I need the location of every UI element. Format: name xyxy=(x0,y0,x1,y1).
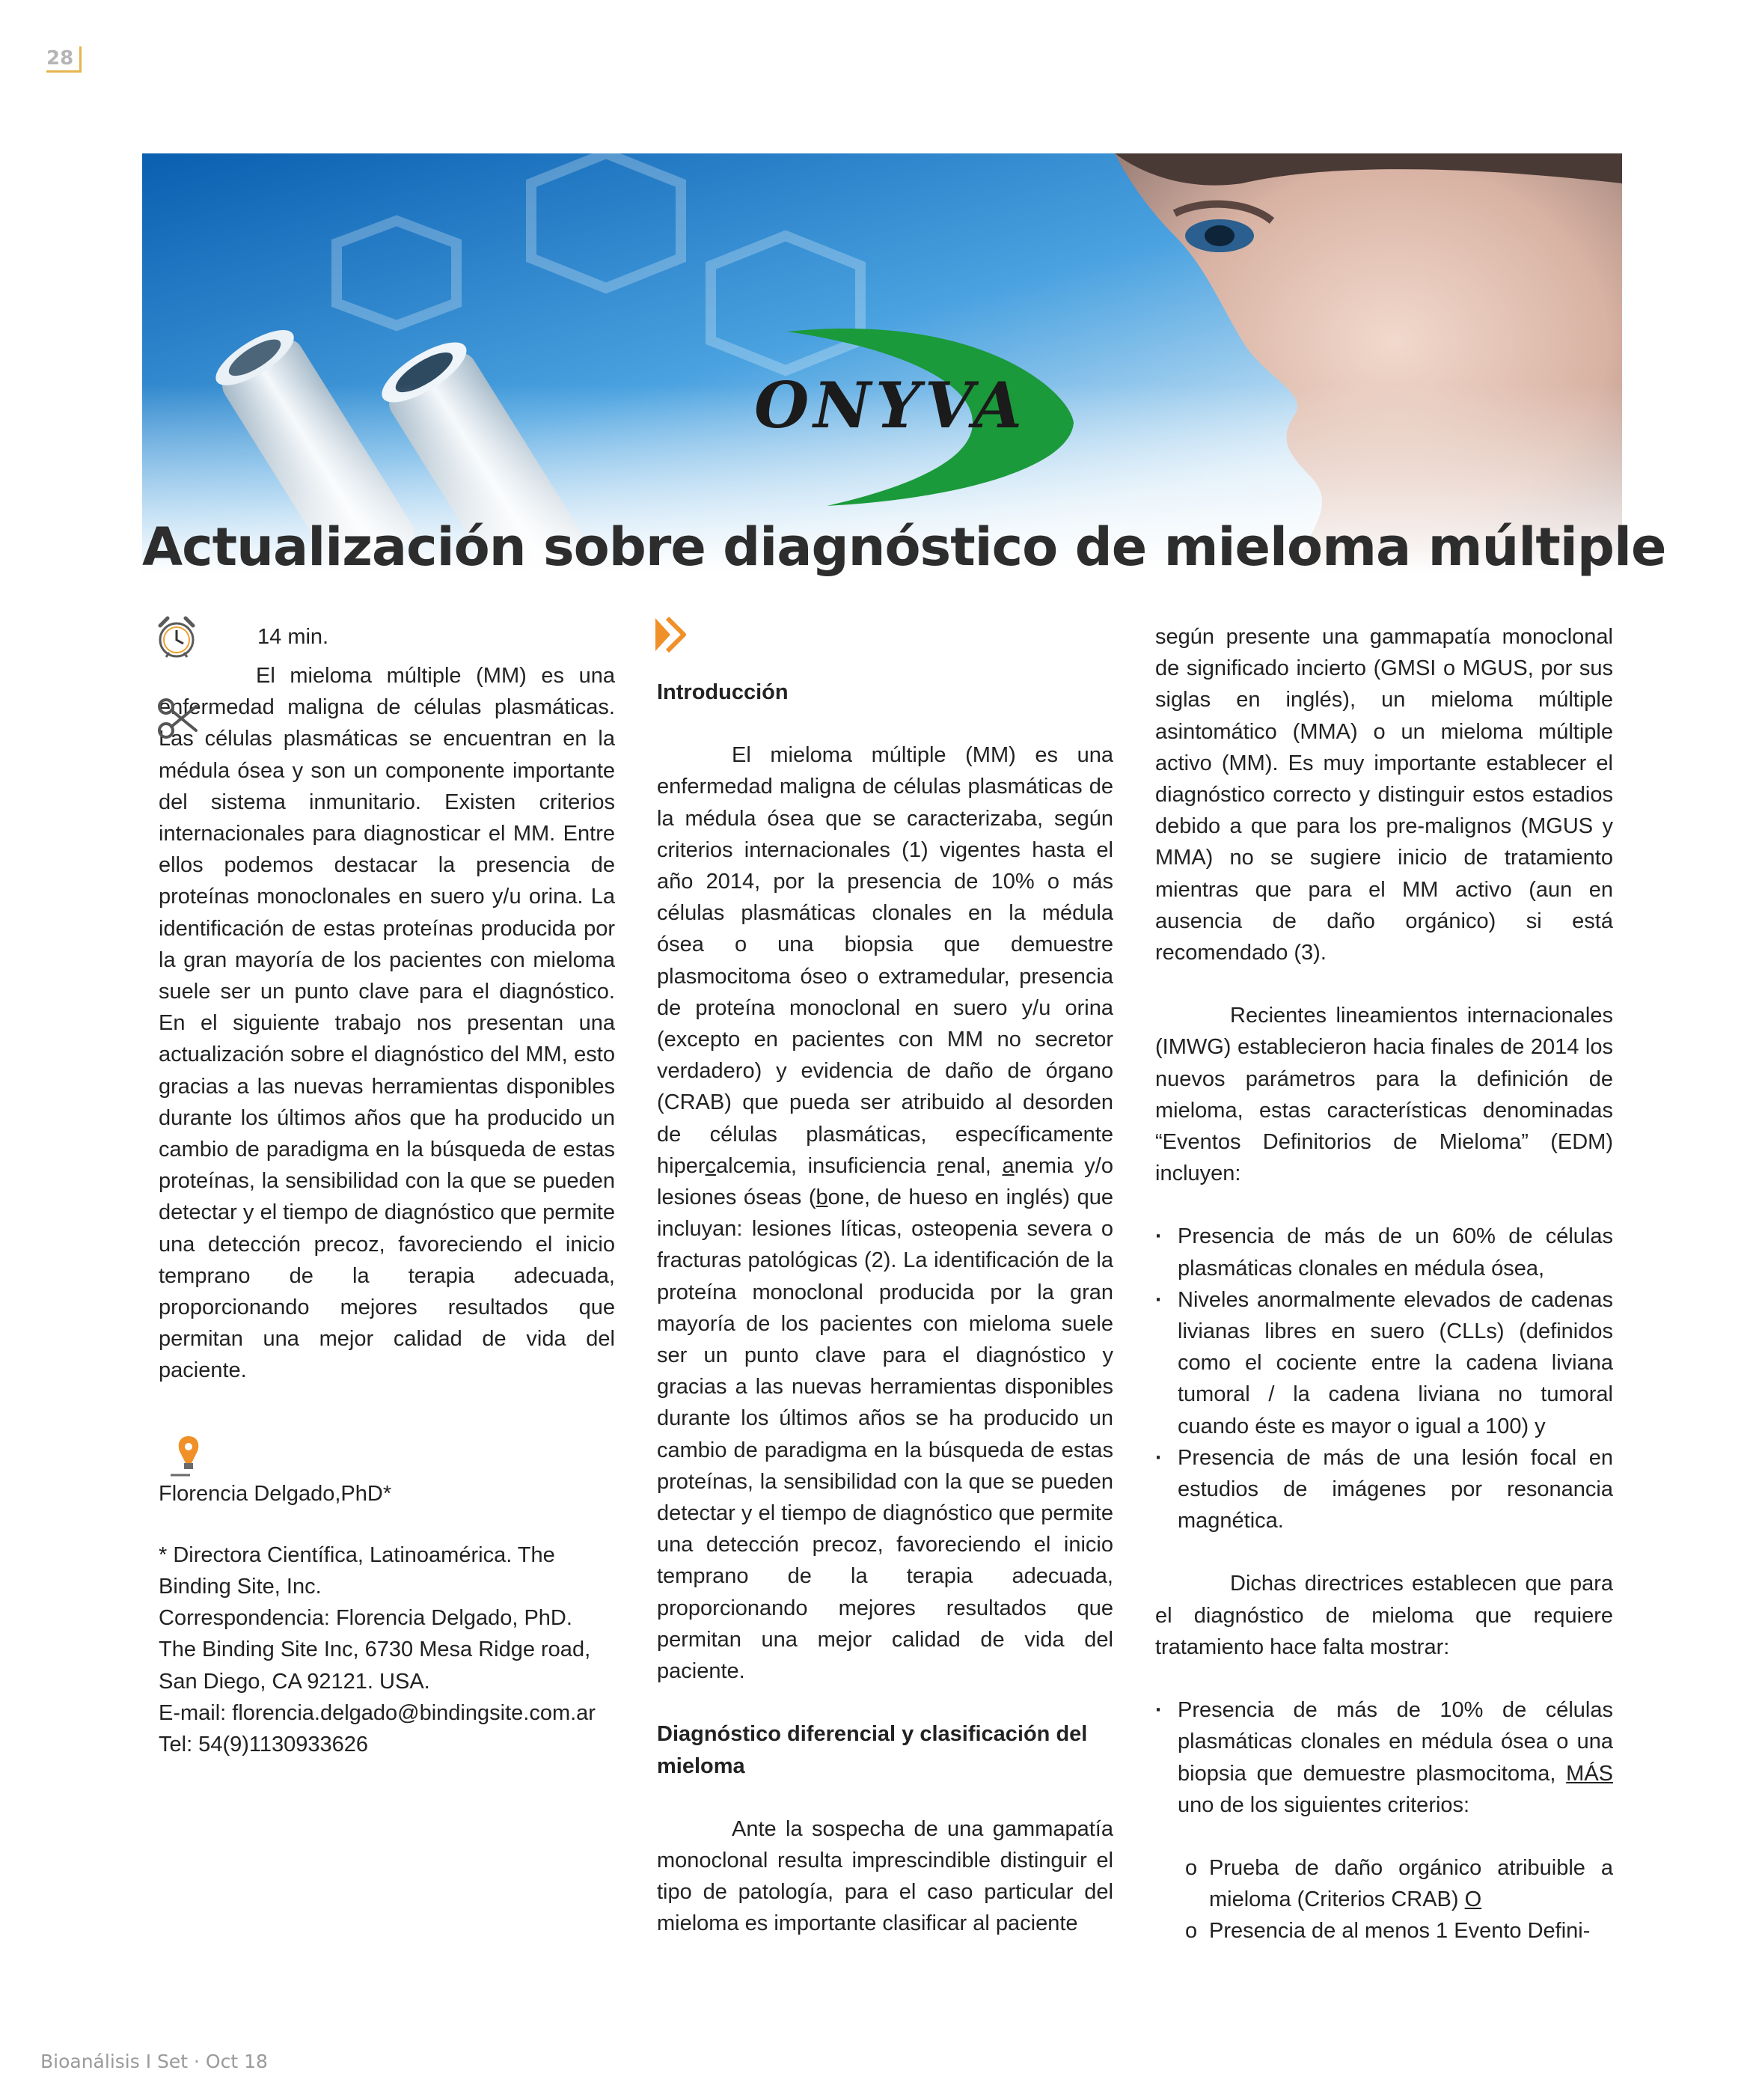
author-name: Florencia Delgado,PhD* xyxy=(159,1481,392,1506)
middle-column xyxy=(657,615,1113,1940)
dx-heading: Diagnóstico diferencial y clasificación del mieloma xyxy=(657,1722,1088,1778)
abstract-text: El mieloma múltiple (MM) es una enfermedad maligna de células plasmáticas. Las células plasmáticas se encuentran en la médula ósea y son un componente importante del sistema inmunitario. Existen criterios internacionales para diagnosticar el MM. Entre ellos podemos destacar la presencia de proteínas monoclonales en suero y/u orina. La identificación de estas proteínas producida por la gran mayoría de los pacientes con mieloma suele ser un punto clave para el diagnóstico. En el siguiente trabajo nos presentan una actualización sobre el diagnóstico del MM, esto gracias a las nuevas herramientas disponibles durante los últimos años que ha producido un cambio de paradigma en la búsqueda de estas proteínas, la sensibilidad con la que se pueden detectar y el tiempo de diagnóstico que permite una detección precoz, favoreciendo el inicio temprano de la terapia adecuada, proporcionando mejores resultados que permitan una mejor calidad de vida del paciente. xyxy=(159,664,615,1383)
hero-image xyxy=(142,153,1622,573)
read-time-text: 14 min. xyxy=(257,625,329,649)
logo-text: ONYVA xyxy=(754,368,1027,442)
intro-text: El mieloma múltiple (MM) es una enfermedad maligna de células plasmáticas de la médula ósea que se caracterizaba, según criterios internacionales (1) vigentes hasta el año 2014, por la presencia de 10% o más células plasmáticas clonales en la médula ósea o una biopsia que demuestre plasmocitoma óseo o extramedular, presencia de proteína monoclonal en suero y/u orina (excepto en pacientes con MM no secretor verdadero) y evidencia de daño de órgano (CRAB) que pueda ser atribuido al desorden de células plasmáticas, específicamente hipercalcemia, insuficiencia renal, anemia y/o lesiones óseas (bone, de hueso en inglés) que incluyan: lesiones líticas, osteopenia severa o fracturas patológicas (2). La identificación de la proteína monoclonal producida por la gran mayoría de los pacientes con mieloma suele ser un punto clave para el diagnóstico y gracias a las nuevas herramientas disponibles durante los últimos años se ha producido un cambio de paradigma en la búsqueda de estas proteínas, la sensibilidad con la que se pueden detectar y el tiempo de diagnóstico que permite una detección precoz, favoreciendo el inicio temprano de la terapia adecuada, proporcionando mejores resultados que permitan una mejor calidad de vida del paciente. xyxy=(657,743,1113,1684)
list-item: o Presencia de al menos 1 Evento Defini- xyxy=(1185,1915,1613,1947)
list-item: · Presencia de más de 10% de células plasmáticas clonales en médula ósea o una biopsia que demuestre plasmocitoma, MÁS uno de los siguientes criterios: xyxy=(1155,1694,1613,1821)
alarm-clock-icon xyxy=(156,615,198,660)
fountain-pen-icon xyxy=(168,1433,209,1478)
edm-list xyxy=(1155,1221,1613,1536)
article-title: Actualización sobre diagnóstico de mieloma múltiple xyxy=(142,516,1666,578)
email: E-mail: florencia.delgado@bindingsite.com.ar xyxy=(159,1700,596,1725)
author-affiliation xyxy=(159,1539,615,1760)
intro-heading: Introducción xyxy=(657,680,789,704)
list-item: o Prueba de daño orgánico atribuible a mieloma (Criterios CRAB) O xyxy=(1185,1852,1613,1915)
sub-criteria-list xyxy=(1155,1852,1613,1947)
correspondence: Correspondencia: Florencia Delgado, PhD. The Binding Site Inc, 6730 Mesa Ridge road, San Diego, CA 92121. USA. xyxy=(159,1606,591,1694)
telephone: Tel: 54(9)1130933626 xyxy=(159,1733,369,1757)
footer: Bioanálisis I Set · Oct 18 xyxy=(40,2051,268,2072)
read-time xyxy=(159,615,615,660)
affiliation-title: * Directora Científica, Latinoamérica. The Binding Site, Inc. xyxy=(159,1542,555,1599)
left-column xyxy=(159,615,615,1760)
scissors-icon xyxy=(157,698,199,739)
list-item: · Niveles anormalmente elevados de cadenas livianas libres en suero (CLLs) (definidos como el cociente entre la cadena liviana tumoral / la cadena liviana no tumoral cuando éste es mayor o igual a 100) y xyxy=(1155,1284,1613,1442)
dx-text: Ante la sospecha de una gammapatía monoclonal resulta imprescindible distinguir el tipo de patología, para el caso particular del mieloma es importante clasificar al paciente xyxy=(657,1816,1113,1936)
stages-text: según presente una gammapatía monoclonal de significado incierto (GMSI o MGUS, por sus siglas en inglés), un mieloma múltiple asintomático (MMA) o un mieloma múltiple activo (MM). Es muy importante establecer el diagnóstico correcto y distinguir estos estadios debido a que para los pre-malignos (MGUS y MMA) no se sugiere inicio de tratamiento mientras que para el MM activo (aun en ausencia de daño orgánico) si está recomendado (3). xyxy=(1155,625,1613,965)
imwg-text: Recientes lineamientos internacionales (IMWG) establecieron hacia finales de 2014 los nuevos parámetros para la definición de mieloma, estas características denominadas “Eventos Definitorios de Mieloma” (EDM) incluyen: xyxy=(1155,1004,1613,1186)
double-chevron-icon xyxy=(654,615,688,654)
guidelines-text: Dichas directrices establecen que para el diagnóstico de mieloma que requiere tratamiento hace falta mostrar: xyxy=(1155,1572,1613,1659)
list-item: · Presencia de más de una lesión focal en estudios de imágenes por resonancia magnética. xyxy=(1155,1442,1613,1537)
list-item: · Presencia de más de un 60% de células plasmáticas clonales en médula ósea, xyxy=(1155,1221,1613,1283)
page-number: 28 xyxy=(46,46,82,73)
criteria-list xyxy=(1155,1694,1613,1821)
right-column xyxy=(1155,621,1613,1947)
